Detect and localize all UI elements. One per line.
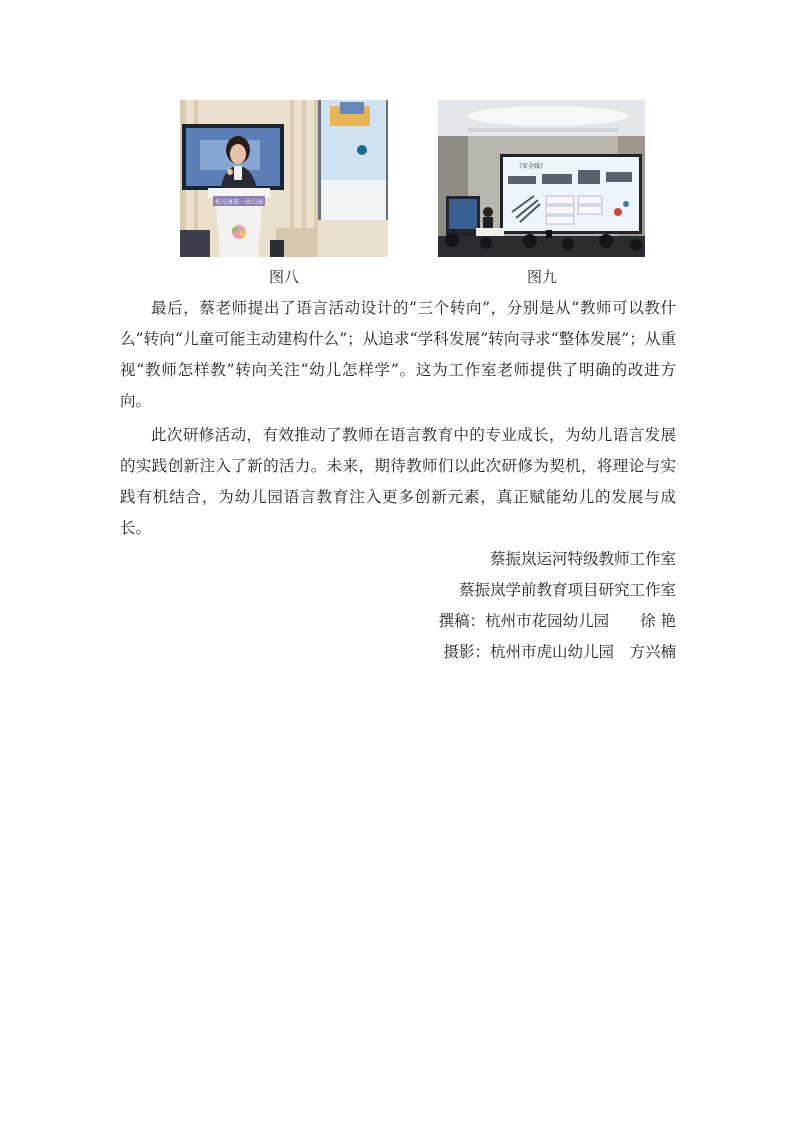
paragraph-conclusion: 此次研修活动，有效推动了教师在语言教育中的专业成长，为幼儿语言发展的实践创新注入了新的活力。未来，期待教师们以此次研修为契机，将理论与实践有机结合，为幼儿园语言教育注入更多创新元素，真正赋能幼儿的发展与成长。 bbox=[120, 426, 676, 537]
speaker-photo-illustration bbox=[180, 100, 388, 257]
signature-author: 撰稿：杭州市花园幼儿园 徐 艳 bbox=[438, 612, 676, 630]
signature-studio-1: 蔡振岚运河特级教师工作室 bbox=[489, 550, 676, 568]
figure-8-photo bbox=[180, 100, 388, 257]
figure-9-photo bbox=[438, 100, 645, 257]
figure-8-caption: 图八 bbox=[268, 268, 299, 286]
podium-sign-text: 校元康第一幼儿园 bbox=[214, 199, 264, 206]
paragraph-three-shifts: 最后，蔡老师提出了语言活动设计的“三个转向”，分别是从“教师可以教什么”转向“儿童可能主动建构什么”；从追求“学科发展”转向寻求“整体发展”；从重视“教师怎样教”转向关注“幼儿怎样学”。这为工作室老师提供了明确的改进方向。 bbox=[120, 299, 676, 410]
figure-9-caption: 图九 bbox=[526, 268, 557, 286]
slide-title-text: 《安全线》 bbox=[516, 163, 547, 170]
signature-photographer: 摄影：杭州市虎山幼儿园 方兴楠 bbox=[443, 643, 676, 661]
signature-studio-2: 蔡振岚学前教育项目研究工作室 bbox=[458, 581, 676, 599]
presentation-room-illustration bbox=[438, 100, 645, 257]
